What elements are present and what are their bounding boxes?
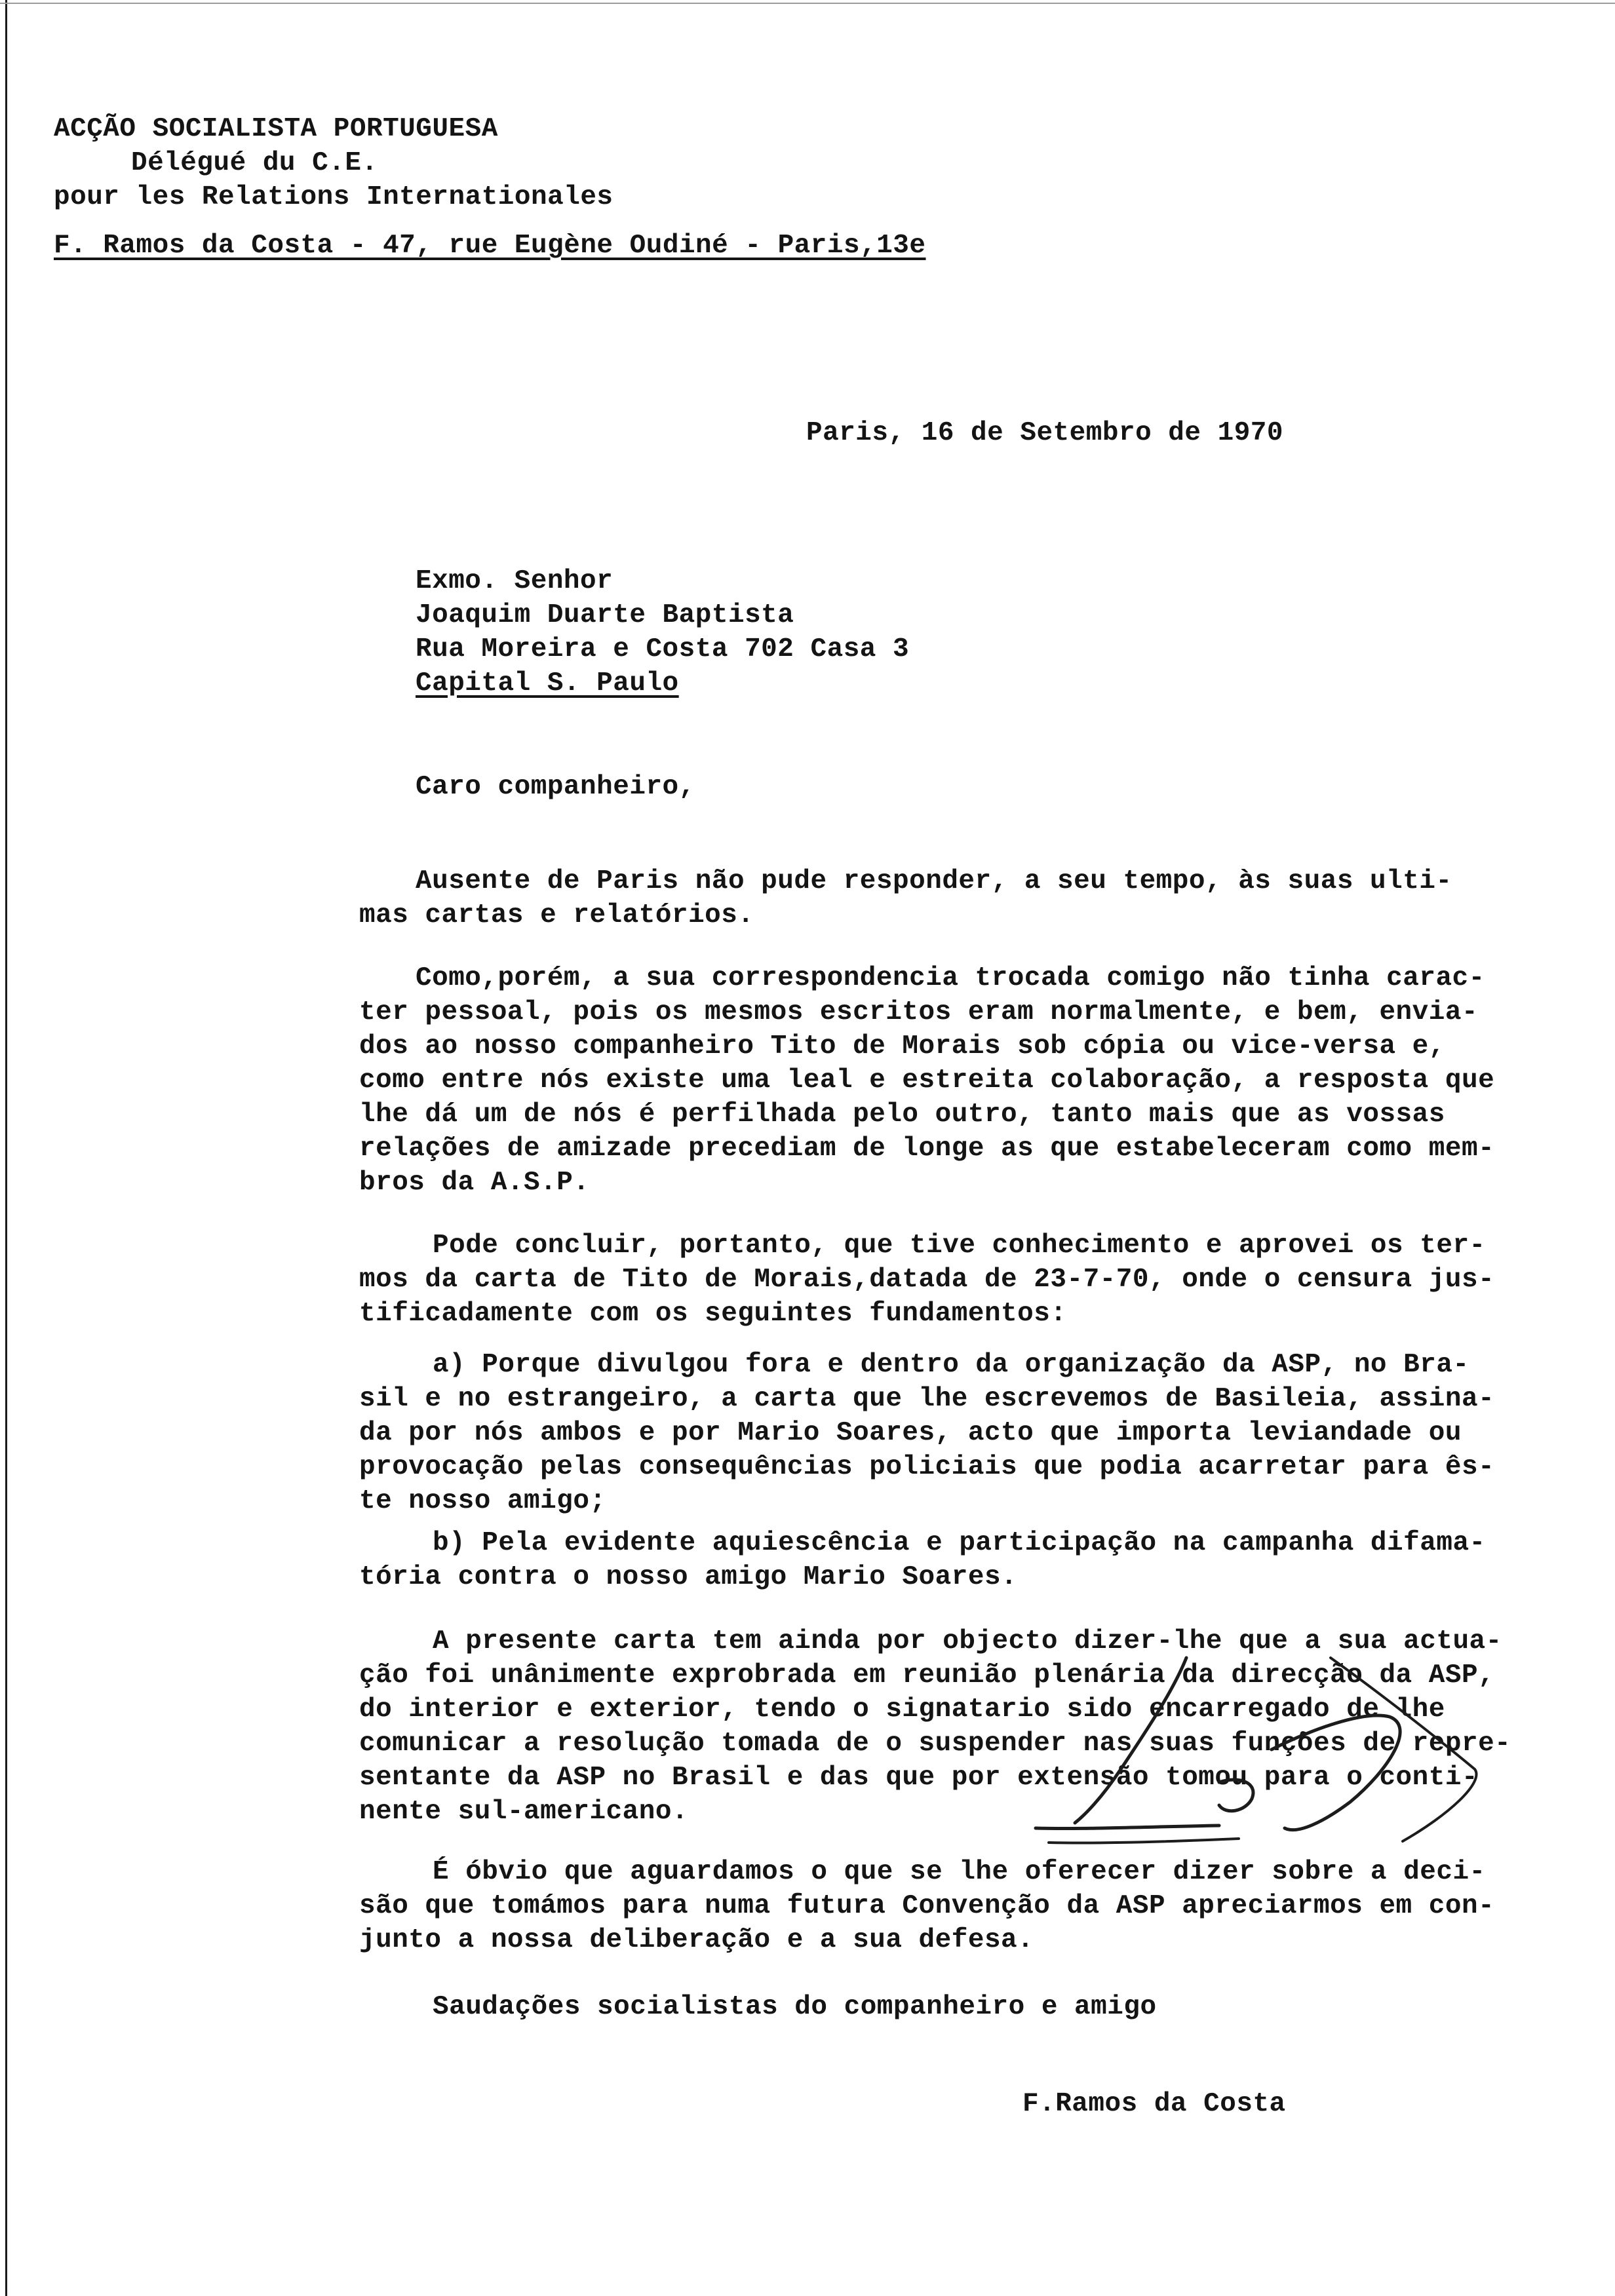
paragraph-line: a) Porque divulgou fora e dentro da organização da ASP, no Bra- (433, 1350, 1469, 1380)
paragraph-line: tificadamente com os seguintes fundamentos: (359, 1299, 1067, 1329)
paragraph-line: da por nós ambos e por Mario Soares, acto que importa leviandade ou (359, 1418, 1462, 1448)
paragraph-line: te nosso amigo; (359, 1486, 606, 1516)
paragraph-line: tória contra o nosso amigo Mario Soares. (359, 1562, 1018, 1592)
letterhead-role: pour les Relations Internationales (54, 182, 613, 212)
paragraph-line: Ausente de Paris não pude responder, a seu tempo, às suas ulti- (416, 866, 1452, 896)
paragraph-line: do interior e exterior, tendo o signatario sido encarregado de lhe (359, 1694, 1445, 1725)
paragraph-line: mos da carta de Tito de Morais,datada de 23-7-70, onde o censura jus- (359, 1265, 1495, 1295)
recipient-title: Exmo. Senhor (416, 566, 613, 596)
signatory-name: F.Ramos da Costa (1022, 2089, 1286, 2119)
paragraph-line: ção foi unânimente exprobrada em reunião plenária da direcção da ASP, (359, 1660, 1495, 1691)
recipient-city: Capital S. Paulo (416, 668, 679, 698)
paragraph-line: bros da A.S.P. (359, 1168, 590, 1198)
paragraph-line: provocação pelas consequências policiais que podia acarretar para ês- (359, 1452, 1495, 1482)
paragraph-line: relações de amizade precediam de longe as que estabeleceram como mem- (359, 1134, 1495, 1164)
paragraph-line: b) Pela evidente aquiescência e participação na campanha difama- (433, 1528, 1486, 1558)
paragraph-line: lhe dá um de nós é perfilhada pelo outro, tanto mais que as vossas (359, 1100, 1445, 1130)
page-edge (5, 0, 7, 2296)
paragraph-line: comunicar a resolução tomada de o suspender nas suas funções de repre- (359, 1729, 1511, 1759)
paragraph-line: como entre nós existe uma leal e estreita colaboração, a resposta que (359, 1065, 1495, 1096)
recipient-street: Rua Moreira e Costa 702 Casa 3 (416, 634, 910, 664)
paragraph-line: Pode concluir, portanto, que tive conhecimento e aprovei os ter- (433, 1231, 1486, 1261)
paragraph-line: sentante da ASP no Brasil e das que por extensão tomou para o conti- (359, 1763, 1479, 1793)
paragraph-line: nente sul-americano. (359, 1797, 689, 1827)
paragraph-line: dos ao nosso companheiro Tito de Morais sob cópia ou vice-versa e, (359, 1031, 1445, 1062)
handwritten-signature (1022, 1618, 1494, 1894)
page-edge-top (0, 3, 1615, 4)
paragraph-line: são que tomámos para numa futura Convenção da ASP apreciarmos em con- (359, 1891, 1495, 1921)
letterhead-delegate: Délégué du C.E. (131, 148, 378, 178)
paragraph-line: A presente carta tem ainda por objecto dizer-lhe que a sua actua- (433, 1626, 1502, 1656)
paragraph-line: Como,porém, a sua correspondencia trocada comigo não tinha carac- (416, 963, 1485, 993)
letterhead-organization: ACÇÃO SOCIALISTA PORTUGUESA (54, 114, 498, 144)
paragraph-line: junto a nossa deliberação e a sua defesa. (359, 1925, 1034, 1955)
recipient-name: Joaquim Duarte Baptista (416, 600, 794, 630)
paragraph-line: É óbvio que aguardamos o que se lhe oferecer dizer sobre a deci- (433, 1857, 1486, 1887)
paragraph-line: ter pessoal, pois os mesmos escritos eram normalmente, e bem, envia- (359, 997, 1479, 1027)
paragraph-line: sil e no estrangeiro, a carta que lhe escrevemos de Basileia, assina- (359, 1384, 1495, 1414)
date-line: Paris, 16 de Setembro de 1970 (806, 418, 1284, 448)
closing-line: Saudações socialistas do companheiro e amigo (433, 1992, 1157, 2022)
letterhead-address: F. Ramos da Costa - 47, rue Eugène Oudiné - Paris,13e (54, 231, 926, 261)
greeting: Caro companheiro, (416, 772, 695, 802)
paragraph-line: mas cartas e relatórios. (359, 900, 754, 930)
